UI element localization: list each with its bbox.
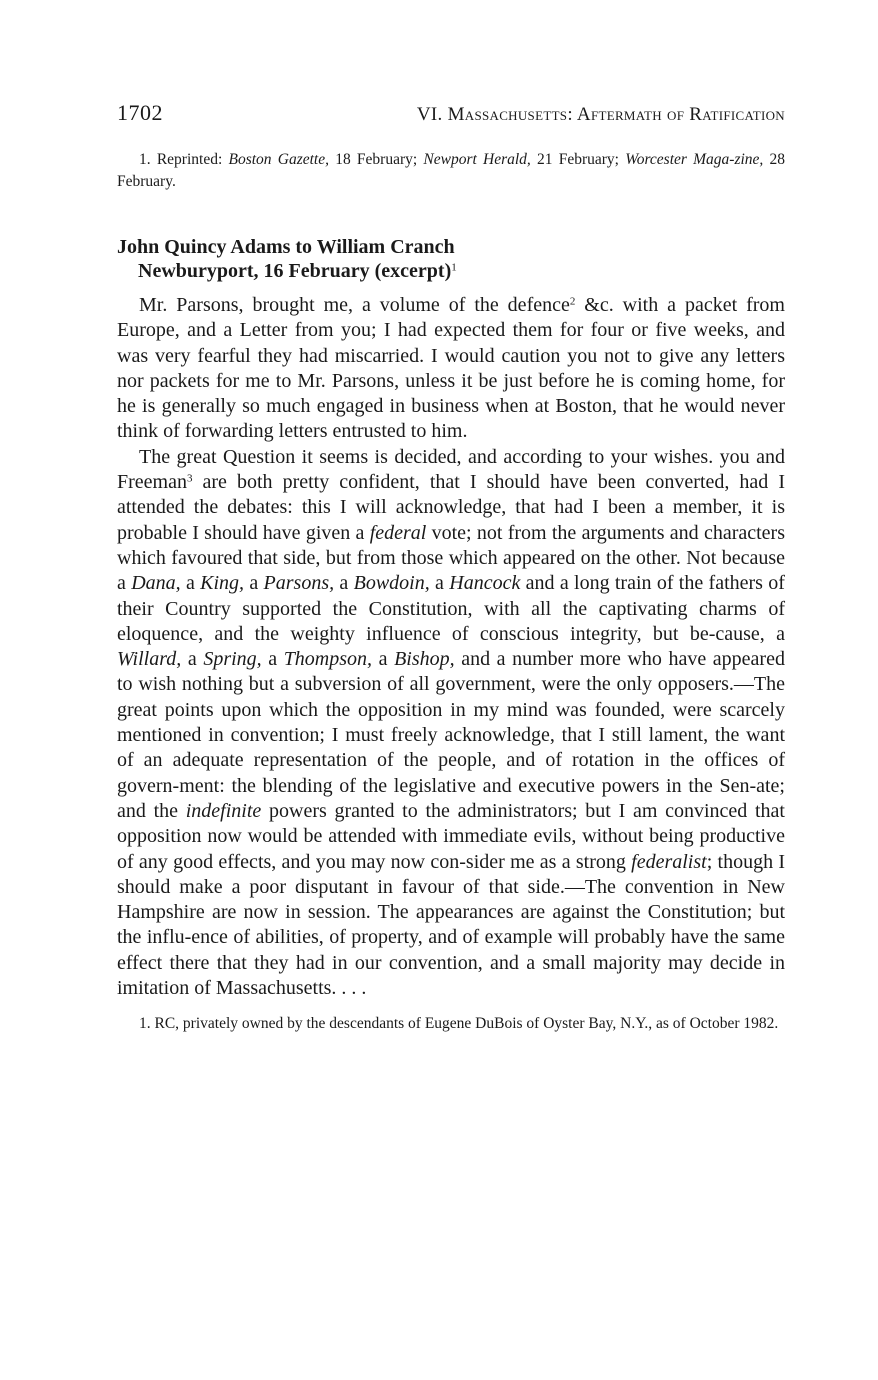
text-run: are both pretty confident, that I should have been converted, had I attended the debates: this I will acknowledge, that had I been a member, it is probable I should have given a: [117, 471, 785, 544]
section-roman: VI.: [416, 104, 443, 125]
letter-paragraph-2: [117, 445, 785, 1002]
document-page: [117, 100, 785, 1035]
text-run: and a number more who have appeared to wish nothing but a subversion of all government, were the only opposers.—The great points upon which the opposition in my mind was founded, were scarcely mentioned in convention; I must freely acknowledge, that I still lament, the want of an adequate representation of the people, and of rotation in the offices of govern-ment: the blending of the legislative and executive powers in the Sen-ate; and the: [117, 648, 785, 822]
top-footnote: [117, 149, 785, 193]
heading-line-1: John Quincy Adams to William Cranch: [117, 236, 455, 258]
text-run: a: [181, 648, 204, 671]
section-title: [417, 104, 785, 126]
text-run: a: [244, 572, 264, 595]
text-run: The great Question it seems is decided, and according to your wishes. you and Freeman: [117, 445, 785, 494]
text-run: &c. with a packet from Europe, and a Letter from you; I had expected them for four or five weeks, and was very fearful they had miscarried. I would caution you not to give any letters nor packets for me to Mr. Parsons, unless it be just before he is coming home, for he is generally so much engaged in business when at Boston, that he would never think of forwarding letters entrusted to him.: [117, 294, 785, 443]
italic-name: Spring,: [203, 648, 262, 671]
footnote-date: 21 February;: [530, 151, 626, 168]
letter-body: [117, 293, 785, 1001]
section-name: Massachusetts: Aftermath of Ratification: [447, 104, 785, 125]
italic-name: King,: [200, 572, 245, 595]
document-heading: [117, 235, 785, 283]
footnote-ref: 3: [186, 472, 193, 485]
bottom-footnote: 1. RC, privately owned by the descendants of Eugene DuBois of Oyster Bay, N.Y., as of October 1982.: [139, 1015, 779, 1033]
running-head: [117, 100, 785, 136]
text-run: a: [180, 572, 201, 595]
text-run: a: [372, 648, 395, 671]
text-run: a: [429, 572, 450, 595]
italic-federalist: federalist: [631, 850, 707, 873]
italic-name: Willard,: [117, 648, 182, 671]
footnote-ref: 1: [451, 261, 457, 274]
source-worcester-magazine: Worcester Maga-zine,: [625, 151, 764, 168]
page-number: 1702: [117, 100, 163, 125]
letter-paragraph-1: [117, 293, 785, 445]
italic-name: Parsons,: [263, 572, 335, 595]
italic-indefinite: indefinite: [185, 799, 262, 822]
italic-name: Dana,: [131, 572, 181, 595]
source-newport-herald: Newport Herald,: [423, 151, 531, 168]
italic-federal: federal: [369, 521, 427, 544]
italic-name: Bowdoin,: [353, 572, 430, 595]
text-run: a: [334, 572, 354, 595]
italic-name: Thompson,: [283, 648, 373, 671]
footnote-date: 28 February.: [117, 151, 786, 190]
italic-name: Bishop,: [394, 648, 455, 671]
heading-line-2: [117, 259, 785, 283]
text-run: powers granted to the administrators; but I am convinced that opposition now would be attended with immediate evils, without being productive of any good effects, and you may now con-sider me as a strong: [117, 799, 785, 873]
footnote-lead: 1. Reprinted:: [139, 151, 229, 168]
footnote-date: 18 February;: [328, 151, 424, 168]
text-run: ; though I should make a poor disputant in favour of that side.—The convention in New Hampshire are now in session. The appearances are against the Constitution; but the influ-ence of abilities, of property, and of example will probably have the same effect there that they had in our convention, and a small majority may decide in imitation of Massachusetts. . . .: [117, 850, 786, 1000]
text-run: vote; not from the arguments and characters which favoured that side, but from those which appeared on the other. Not because a: [117, 521, 785, 595]
heading-place-date: Newburyport, 16 February (excerpt): [138, 260, 452, 282]
text-run: Mr. Parsons, brought me, a volume of the defence: [139, 294, 570, 316]
text-run: and a long train of the fathers of their Country supported the Constitution, with all the captivating charms of eloquence, and the weighty influence of conscious integrity, but be-cause, a: [117, 572, 785, 645]
italic-name: Hancock: [449, 572, 521, 595]
text-run: a: [261, 648, 284, 671]
footnote-ref: 2: [569, 295, 576, 308]
source-boston-gazette: Boston Gazette,: [228, 151, 329, 168]
